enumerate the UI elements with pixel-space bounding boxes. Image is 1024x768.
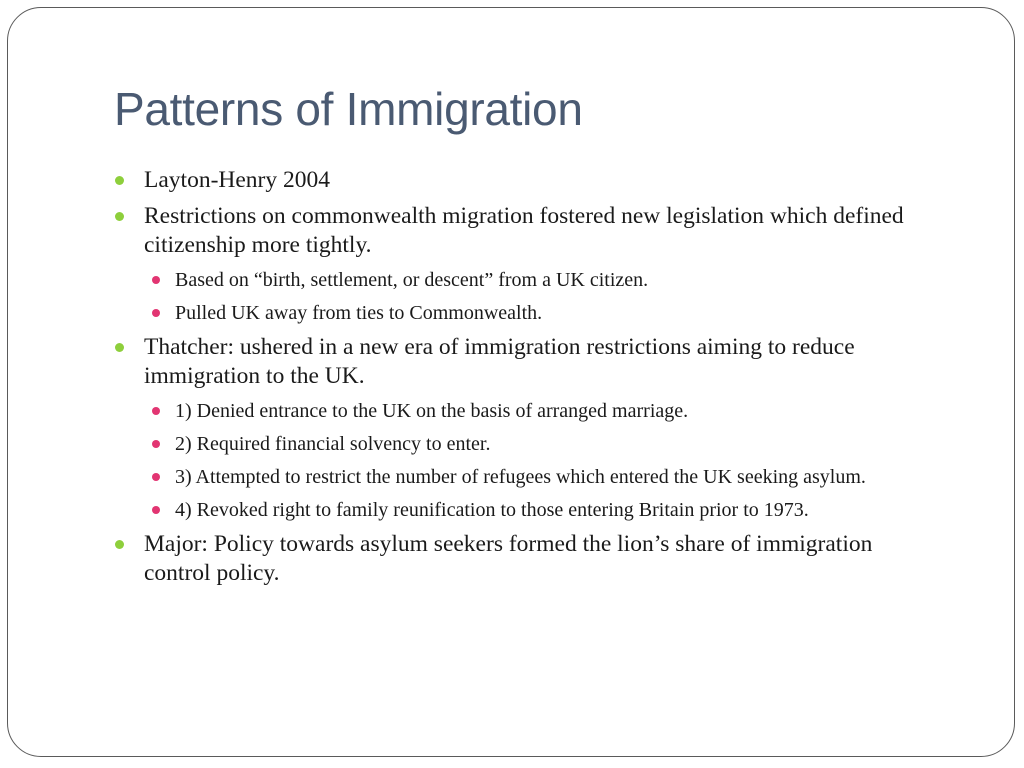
sub-bullet-dot-icon [152,473,160,481]
slide-content [114,166,934,595]
sub-bullet-list [114,267,934,327]
sub-bullet-item [114,497,934,524]
sub-bullet-text: 1) Denied entrance to the UK on the basis of arranged marriage. [175,400,689,422]
bullet-dot-icon [115,176,124,185]
bullet-dot-icon [115,212,124,221]
bullet-text: Major: Policy towards asylum seekers formed the lion’s share of immigration control policy. [144,531,873,586]
sub-bullet-item [114,300,934,327]
sub-bullet-item [114,464,934,491]
slide-title: Patterns of Immigration [114,83,583,135]
sub-bullet-item [114,267,934,294]
bullet-text: Thatcher: ushered in a new era of immigration restrictions aiming to reduce immigration to the UK. [144,334,855,389]
bullet-dot-icon [115,540,124,549]
sub-bullet-dot-icon [152,309,160,317]
sub-bullet-item [114,431,934,458]
bullet-item [114,202,934,260]
sub-bullet-text: 2) Required financial solvency to enter. [175,433,491,455]
sub-bullet-text: 3) Attempted to restrict the number of refugees which entered the UK seeking asylum. [175,466,866,488]
bullet-item [114,530,934,588]
bullet-dot-icon [115,343,124,352]
sub-bullet-text: 4) Revoked right to family reunification to those entering Britain prior to 1973. [175,499,809,521]
sub-bullet-text: Based on “birth, settlement, or descent” from a UK citizen. [175,269,649,291]
bullet-item [114,333,934,391]
sub-bullet-dot-icon [152,407,160,415]
bullet-text: Restrictions on commonwealth migration fostered new legislation which defined citizenship more tightly. [144,203,904,258]
bullet-text: Layton-Henry 2004 [144,167,330,193]
sub-bullet-dot-icon [152,506,160,514]
bullet-item [114,166,934,195]
sub-bullet-list [114,398,934,524]
sub-bullet-item [114,398,934,425]
sub-bullet-text: Pulled UK away from ties to Commonwealth. [175,302,543,324]
sub-bullet-dot-icon [152,440,160,448]
sub-bullet-dot-icon [152,276,160,284]
